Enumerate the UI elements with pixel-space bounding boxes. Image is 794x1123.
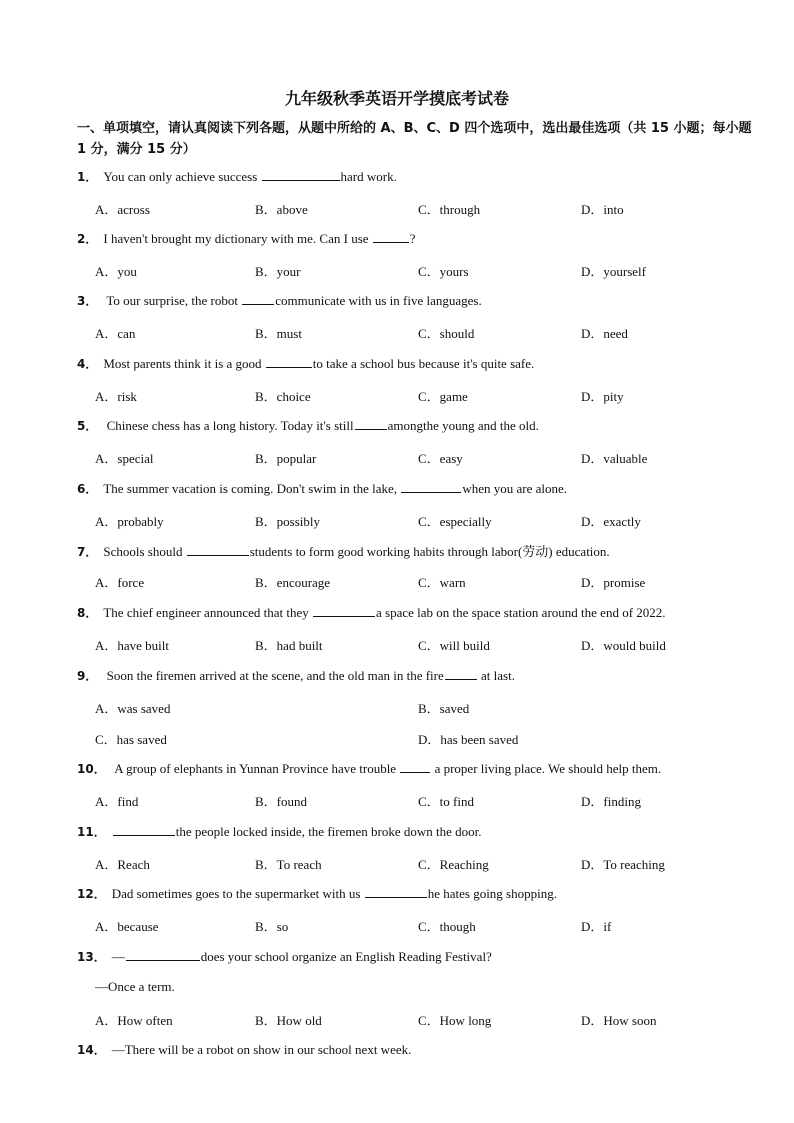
question-3: [77, 292, 482, 309]
answer-blank[interactable]: [126, 949, 200, 961]
option-d[interactable]: D．To reaching: [581, 857, 665, 872]
answer-blank[interactable]: [355, 418, 387, 430]
option-b[interactable]: B．saved: [418, 701, 470, 716]
option-c[interactable]: C．easy: [418, 451, 463, 466]
option-a[interactable]: A．Reach: [95, 857, 150, 872]
question-stem-after: communicate with us in five languages.: [275, 293, 482, 308]
option-d[interactable]: D．into: [581, 202, 624, 217]
question-number: 8．: [77, 606, 98, 620]
question-number: 5．: [77, 419, 98, 433]
question-stem-before: —There will be a robot on show in our school next week.: [111, 1042, 412, 1057]
option-a[interactable]: A．force: [95, 575, 145, 590]
question-1: [77, 168, 397, 185]
question-number: 10．: [77, 762, 106, 776]
option-d[interactable]: D．How soon: [581, 1013, 657, 1028]
answer-blank[interactable]: [401, 481, 461, 493]
option-a[interactable]: A．find: [95, 794, 139, 809]
option-c[interactable]: C．has saved: [95, 732, 167, 747]
question-number: 14．: [77, 1043, 106, 1057]
question-number: 3．: [77, 294, 98, 308]
question-stem-after: students to form good working habits through labor(劳动) education.: [249, 544, 610, 559]
option-a[interactable]: A．because: [95, 919, 159, 934]
answer-blank[interactable]: [266, 356, 312, 368]
question-stem-before: —: [111, 949, 125, 964]
section-heading: 一、单项填空，请认真阅读下列各题，从题中所给的 A、B、C、D 四个选项中，选出最佳选项（共 15 小题；每小题 1 分，满分 15 分）: [77, 121, 752, 157]
question-number: 9．: [77, 669, 98, 683]
answer-blank[interactable]: [242, 293, 274, 305]
answer-blank[interactable]: [113, 824, 175, 836]
question-stem-before: The chief engineer announced that they: [103, 605, 312, 620]
question-5: [77, 417, 539, 434]
option-d[interactable]: D．pity: [581, 389, 624, 404]
question-number: 12．: [77, 887, 106, 901]
question-6: [77, 480, 567, 497]
question-number: 6．: [77, 482, 98, 496]
option-d[interactable]: D．has been saved: [418, 732, 519, 747]
question-number: 1．: [77, 170, 98, 184]
question-7: [77, 541, 610, 560]
question-stem-before: Dad sometimes goes to the supermarket with us: [111, 886, 364, 901]
question-number: 11．: [77, 825, 106, 839]
question-10: [77, 760, 661, 777]
option-d[interactable]: D．valuable: [581, 451, 648, 466]
question-number: 2．: [77, 232, 98, 246]
question-stem-before: I haven't brought my dictionary with me. Can I use: [103, 231, 372, 246]
option-c[interactable]: C．to find: [418, 794, 474, 809]
question-stem-after: amongthe young and the old.: [387, 418, 539, 433]
question-stem-after: ?: [409, 231, 416, 246]
option-b[interactable]: B．must: [255, 326, 302, 341]
answer-blank[interactable]: [373, 231, 409, 243]
option-a[interactable]: A．risk: [95, 389, 137, 404]
option-b[interactable]: B．above: [255, 202, 308, 217]
option-b[interactable]: B．had built: [255, 638, 323, 653]
question-stem-after: does your school organize an English Reading Festival?: [200, 949, 492, 964]
option-b[interactable]: B．encourage: [255, 575, 331, 590]
option-b[interactable]: B．so: [255, 919, 289, 934]
question-stem-after: to take a school bus because it's quite safe.: [312, 356, 535, 371]
option-a[interactable]: A．How often: [95, 1013, 173, 1028]
option-a[interactable]: A．probably: [95, 514, 164, 529]
option-b[interactable]: B．popular: [255, 451, 317, 466]
question-stem-after: when you are alone.: [462, 481, 567, 496]
option-a[interactable]: A．special: [95, 451, 154, 466]
answer-blank[interactable]: [262, 169, 340, 181]
question-stem-before: You can only achieve success: [103, 169, 261, 184]
option-c[interactable]: C．yours: [418, 264, 469, 279]
option-d[interactable]: D．would build: [581, 638, 666, 653]
question-stem-after: hard work.: [340, 169, 397, 184]
option-a[interactable]: A．across: [95, 202, 150, 217]
question-number: 13．: [77, 950, 106, 964]
question-stem-before: Schools should: [103, 544, 186, 559]
option-c[interactable]: C．should: [418, 326, 475, 341]
option-d[interactable]: D．finding: [581, 794, 641, 809]
option-b[interactable]: B．How old: [255, 1013, 322, 1028]
dialogue-reply: —Once a term.: [95, 979, 175, 994]
question-stem-before: Soon the firemen arrived at the scene, and the old man in the fire: [103, 668, 444, 683]
question-number: 4．: [77, 357, 98, 371]
question-stem-before: The summer vacation is coming. Don't swim in the lake,: [103, 481, 401, 496]
option-c[interactable]: C．warn: [418, 575, 466, 590]
page-title: 九年级秋季英语开学摸底考试卷: [284, 89, 509, 108]
option-c[interactable]: C．Reaching: [418, 857, 489, 872]
question-stem-before: Chinese chess has a long history. Today it's still: [103, 418, 354, 433]
question-number: 7．: [77, 545, 98, 559]
question-stem-after: he hates going shopping.: [427, 886, 557, 901]
answer-blank[interactable]: [445, 668, 477, 680]
option-c[interactable]: C．will build: [418, 638, 490, 653]
option-b[interactable]: B．found: [255, 794, 308, 809]
question-9: [77, 667, 515, 684]
option-c[interactable]: C．through: [418, 202, 481, 217]
option-b[interactable]: B．possibly: [255, 514, 321, 529]
question-stem-after: a space lab on the space station around the end of 2022.: [376, 605, 666, 620]
option-d[interactable]: D．yourself: [581, 264, 646, 279]
question-stem-after: at last.: [477, 668, 515, 683]
question-13: [77, 948, 492, 965]
question-4: [77, 355, 534, 372]
question-stem-after: a proper living place. We should help them.: [431, 761, 662, 776]
question-stem-after: the people locked inside, the firemen broke down the door.: [175, 824, 482, 839]
option-d[interactable]: D．if: [581, 919, 612, 934]
answer-blank[interactable]: [400, 761, 430, 773]
option-a[interactable]: A．can: [95, 326, 136, 341]
option-a[interactable]: A．was saved: [95, 701, 171, 716]
option-b[interactable]: B．choice: [255, 389, 311, 404]
question-stem-before: A group of elephants in Yunnan Province have trouble: [111, 761, 400, 776]
option-d[interactable]: D．promise: [581, 575, 646, 590]
question-8: [77, 604, 666, 621]
option-b[interactable]: B．To reach: [255, 857, 322, 872]
option-a[interactable]: A．you: [95, 264, 137, 279]
answer-blank[interactable]: [187, 544, 249, 556]
option-c[interactable]: C．though: [418, 919, 476, 934]
question-stem-before: Most parents think it is a good: [103, 356, 265, 371]
question-11: [77, 823, 481, 840]
option-d[interactable]: D．exactly: [581, 514, 641, 529]
option-c[interactable]: C．especially: [418, 514, 492, 529]
option-a[interactable]: A．have built: [95, 638, 170, 653]
question-12: [77, 885, 557, 902]
option-b[interactable]: B．your: [255, 264, 301, 279]
option-d[interactable]: D．need: [581, 326, 628, 341]
answer-blank[interactable]: [313, 605, 375, 617]
question-2: [77, 230, 416, 247]
question-14: [77, 1041, 411, 1058]
question-stem-before: To our surprise, the robot: [103, 293, 242, 308]
answer-blank[interactable]: [365, 886, 427, 898]
option-c[interactable]: C．game: [418, 389, 468, 404]
option-c[interactable]: C．How long: [418, 1013, 492, 1028]
